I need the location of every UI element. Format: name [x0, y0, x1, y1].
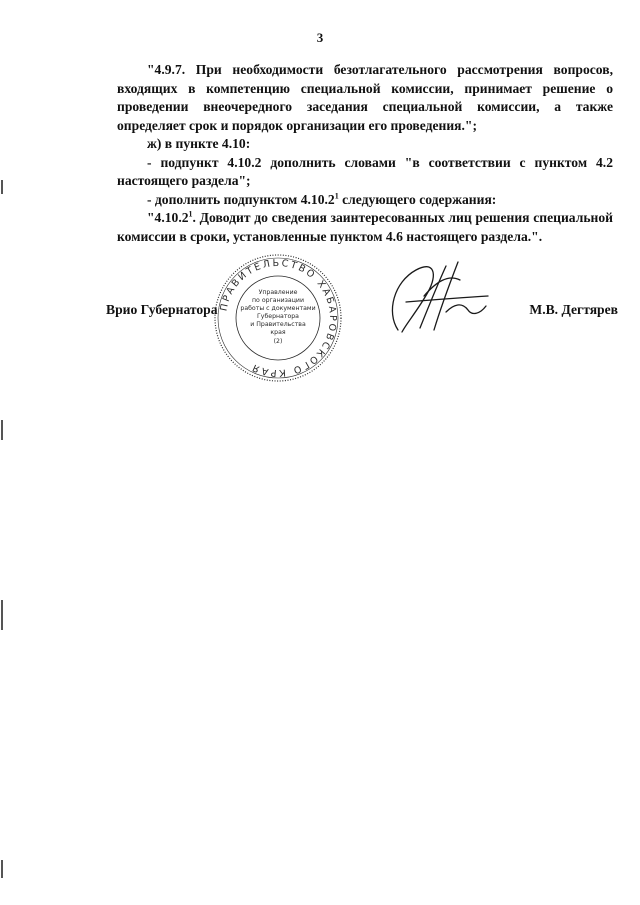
stamp-line-6: края [270, 329, 286, 336]
stamp-line-1: Управление [258, 289, 298, 296]
supplement-sup: 1 [334, 190, 339, 200]
handwritten-signature [376, 252, 496, 342]
signer-position: Врио Губернатора [106, 302, 218, 317]
supplement-before: - дополнить подпунктом 4.10.2 [147, 191, 335, 207]
signer-name: М.В. Дегтярев [529, 302, 618, 317]
stamp-outer-text: ПРАВИТЕЛЬСТВО ХАБАРОВСКОГО КРАЯ [218, 257, 339, 379]
scan-edge-mark [1, 180, 3, 194]
supplement-after: следующего содержания: [338, 191, 497, 207]
new-item-after: . Доводит до сведения заинтересованных лиц решения специальной комиссии в сроки, установленные пунктом 4.6 настоящего раздела.". [117, 210, 613, 244]
paragraph-4-10-2-1 [117, 209, 613, 246]
stamp-line-7: (2) [273, 338, 283, 345]
paragraph-subitem-4-10-2: - подпункт 4.10.2 дополнить словами "в соответствии с пунктом 4.2 настоящего раздела"; [117, 154, 613, 188]
paragraph-item-zh: ж) в пункте 4.10: [147, 136, 251, 151]
document-body [117, 61, 613, 246]
stamp-line-5: и Правительства [250, 321, 306, 328]
scan-edge-mark [1, 420, 3, 440]
scan-edge-mark [1, 860, 3, 878]
new-item-sup: 1 [188, 209, 193, 219]
stamp-line-3: работы с документами [240, 305, 316, 312]
paragraph-add-subitem [117, 191, 613, 210]
page-number: 3 [316, 30, 324, 45]
new-item-before: "4.10.2 [147, 210, 189, 225]
scan-edge-mark [1, 600, 3, 630]
official-stamp [212, 252, 344, 384]
paragraph-4-9-7: "4.9.7. При необходимости безотлагательного рассмотрения вопросов, входящих в компетенцию специальной комиссии, принимает решение о проведении внеочередного заседания специальной комиссии, а также определяет срок и порядок организации его проведения."; [117, 62, 613, 133]
stamp-line-2: по организации [252, 297, 304, 304]
stamp-line-4: Губернатора [257, 313, 299, 320]
